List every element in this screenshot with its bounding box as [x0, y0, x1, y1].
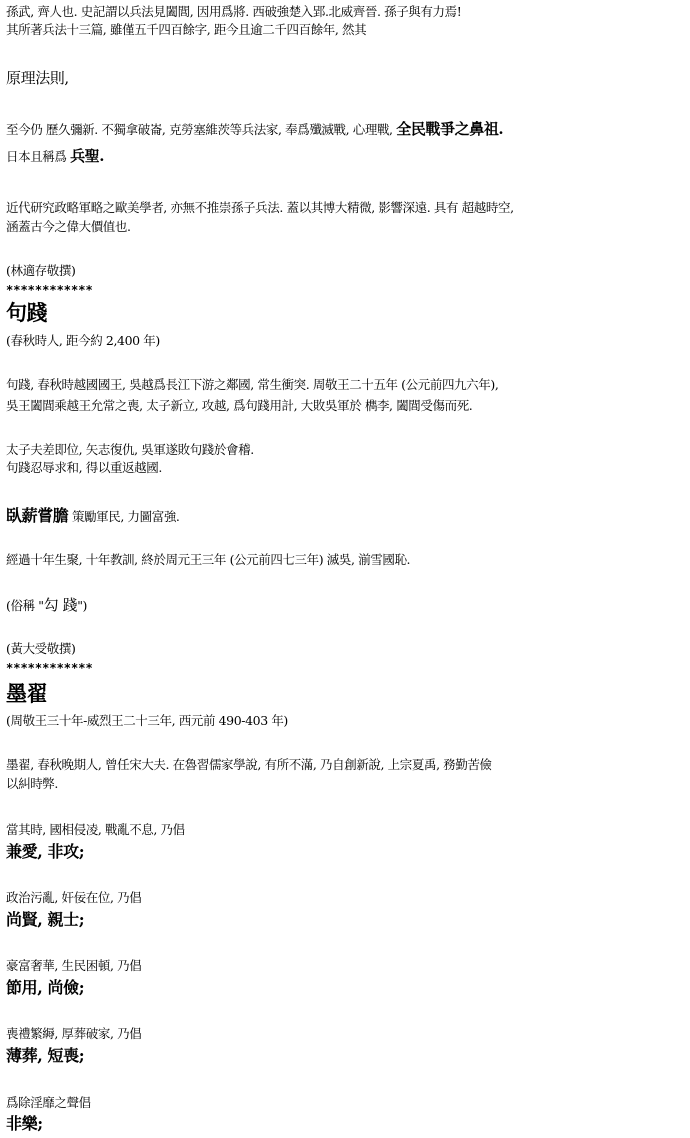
intro-line-3: [6, 121, 503, 138]
goujian-author: (黃大受敬撰): [6, 641, 76, 656]
intro-line-4-text: 日本且稱爲: [6, 149, 71, 164]
mozi-p1-line-1: 墨翟, 春秋晚期人, 曾任宋大夫. 在魯習儒家學說, 有所不滿, 乃自創新說, 上宗夏禹, 務勤苦儉: [6, 757, 492, 772]
mozi-cause-1-heading: 兼愛, 非攻;: [6, 842, 85, 861]
goujian-subtitle: (春秋時人, 距今約 2,400 年): [6, 333, 160, 348]
mozi-cause-1-text: 當其時, 國相侵凌, 戰亂不息, 乃倡: [6, 822, 185, 837]
intro-line-4-emphasis: 兵聖.: [70, 147, 105, 165]
goujian-p3-text: 策勵軍民, 力圖富強.: [68, 509, 180, 524]
intro-line-3-emphasis: 全民戰爭之鼻祖.: [396, 120, 504, 138]
mozi-title: 墨翟: [6, 681, 48, 706]
mozi-cause-2-heading: 尚賢, 親士;: [6, 910, 85, 929]
goujian-p5: [6, 597, 87, 614]
goujian-p2-line-2: 句踐忍辱求和, 得以重返越國.: [6, 460, 162, 475]
goujian-p4: 經過十年生聚, 十年教訓, 終於周元王三年 (公元前四七三年) 滅吳, 湔雪國恥.: [6, 552, 411, 567]
intro-line-3-text: 至今仍 歷久彌新. 不獨拿破崙, 克勞塞維茨等兵法家, 奉爲殲滅戰, 心理戰,: [6, 122, 397, 137]
intro-line-6: 涵蓋古今之偉大價值也.: [6, 219, 131, 234]
mozi-cause-3-text: 豪富奢華, 生民困頓, 乃倡: [6, 958, 142, 973]
mozi-cause-4-heading: 薄葬, 短喪;: [6, 1046, 85, 1065]
goujian-p3: [6, 506, 180, 526]
goujian-p1-line-2: 吳王闔閭乘越王允常之喪, 太子新立, 攻越, 爲句踐用計, 大敗吳軍於 檇李, 闔閭受傷而死.: [6, 398, 473, 413]
separator-stars-2: ************: [6, 661, 93, 675]
goujian-title: 句踐: [6, 300, 48, 325]
goujian-p5-close: "): [77, 598, 88, 613]
intro-line-1: 孫武, 齊人也. 史記謂以兵法見闔閭, 因用爲將. 西破強楚入郢.北威齊晉. 孫子與有力焉!: [6, 4, 462, 19]
goujian-p5-open: (俗稱 ": [6, 598, 44, 613]
mozi-p1-line-2: 以糾時弊.: [6, 776, 58, 791]
mozi-cause-3-heading: 節用, 尚儉;: [6, 978, 85, 997]
goujian-p2-line-1: 太子夫差即位, 矢志復仇, 吳軍遂敗句踐於會稽.: [6, 442, 254, 457]
intro-author: (林適存敬撰): [6, 263, 76, 278]
principle-heading: 原理法則,: [6, 69, 69, 87]
mozi-subtitle: (周敬王三十年-威烈王二十三年, 西元前 490-403 年): [6, 713, 288, 728]
separator-stars-1: ************: [6, 283, 93, 297]
goujian-p1-line-1: 句踐, 春秋時越國國王, 吳越爲長江下游之鄰國, 常生衝突. 周敬王二十五年 (公元前四九六年),: [6, 377, 499, 392]
intro-line-2: 其所著兵法十三篇, 雖僅五千四百餘字, 距今且逾二千四百餘年, 然其: [6, 22, 367, 37]
mozi-cause-5-text: 爲除淫靡之聲倡: [6, 1095, 91, 1110]
intro-line-5: 近代研究政略軍略之歐美學者, 亦無不推崇孫子兵法. 蓋以其博大精微, 影響深遠. 具有 超越時空,: [6, 200, 514, 215]
mozi-cause-5-heading: 非樂;: [6, 1114, 43, 1133]
mozi-cause-2-text: 政治污亂, 奸佞在位, 乃倡: [6, 890, 142, 905]
goujian-p3-idiom: 臥薪嘗膽: [6, 506, 69, 525]
goujian-p5-name: 勾 踐: [43, 596, 78, 614]
mozi-cause-4-text: 喪禮繁縟, 厚葬破家, 乃倡: [6, 1026, 142, 1041]
intro-line-4: [6, 148, 104, 165]
